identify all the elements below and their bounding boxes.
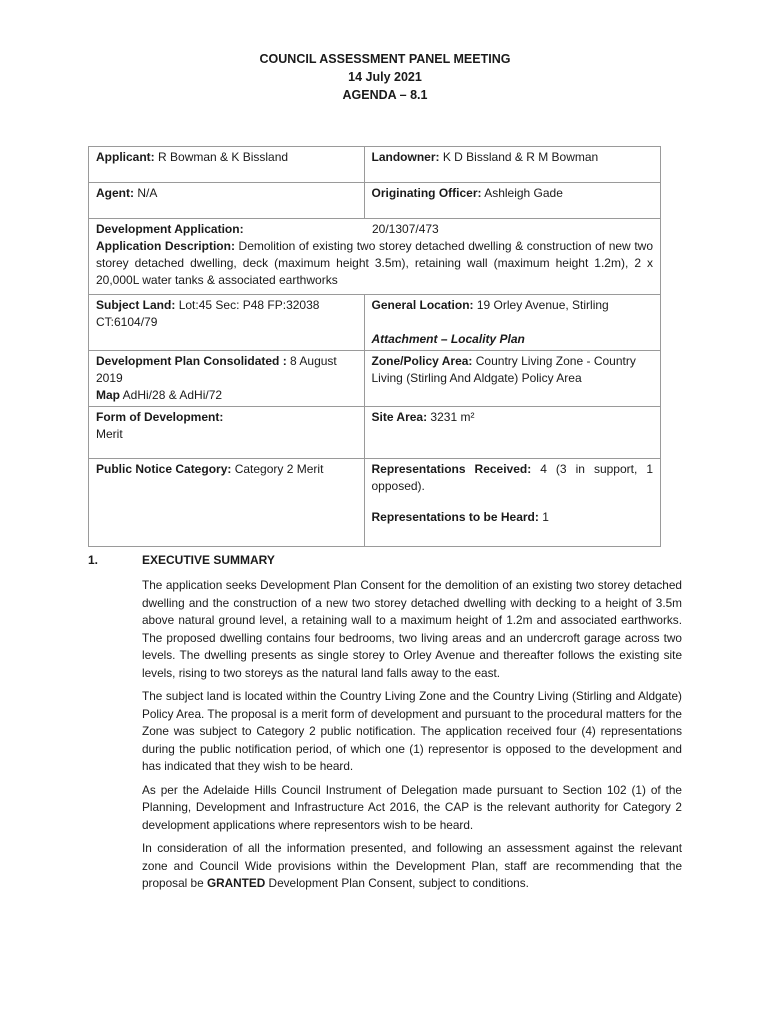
application-details-table <box>88 146 661 547</box>
notice-cell <box>89 459 365 547</box>
meeting-date: 14 July 2021 <box>348 70 422 84</box>
section-title: EXECUTIVE SUMMARY <box>142 553 275 567</box>
recommendation-text: In consideration of all the information presented, and following an assessment against the relevant zone and Council Wide provisions within the Development Plan, staff are recommending that the proposal be <box>142 841 682 890</box>
officer-label: Originating Officer: <box>371 186 482 200</box>
agent-label: Agent: <box>96 186 134 200</box>
notice-value: Category 2 Merit <box>234 462 324 476</box>
subject-land-cell <box>89 295 365 351</box>
site-value: 3231 m² <box>430 410 475 424</box>
recommendation-decision: GRANTED <box>206 876 266 890</box>
zone-cell <box>364 351 661 407</box>
general-value: 19 Orley Avenue, Stirling <box>476 298 609 312</box>
executive-summary-section <box>88 553 688 893</box>
application-cell <box>89 219 661 295</box>
representations-received <box>372 461 654 495</box>
landowner-value: K D Bissland & R M Bowman <box>442 150 599 164</box>
notice-label: Public Notice Category: <box>96 462 232 476</box>
section-heading <box>88 553 688 571</box>
general-label: General Location: <box>371 298 474 312</box>
representations-heard <box>372 509 654 526</box>
devapp-value: 20/1307/473 <box>372 222 439 236</box>
appdesc-label: Application Description: <box>96 239 235 253</box>
landowner-label: Landowner: <box>371 150 440 164</box>
reps-label: Representations Received: <box>371 462 532 476</box>
devplan-cell <box>89 351 365 407</box>
officer-cell <box>364 183 661 219</box>
section-number: 1. <box>88 553 99 567</box>
subject-label: Subject Land: <box>96 298 176 312</box>
form-value: Merit <box>96 427 123 441</box>
officer-value: Ashleigh Gade <box>484 186 563 200</box>
attachment-note: Attachment – Locality Plan <box>371 332 525 346</box>
general-location-cell <box>364 295 661 351</box>
agenda-item: AGENDA – 8.1 <box>342 88 428 102</box>
applicant-value: R Bowman & K Bissland <box>158 150 289 164</box>
landowner-cell <box>364 147 661 183</box>
devplan-value: 8 August 2019 <box>96 354 337 385</box>
recommendation-conditions: Development Plan Consent, subject to conditions. <box>265 876 529 890</box>
document-header <box>0 50 770 104</box>
representations-cell <box>364 459 661 547</box>
appdesc-value: Demolition of existing two storey detached dwelling & construction of new two storey detached dwelling, deck (maximum height 3.5m), retaining wall (maximum height 1.2m), 2 x 20,000L water tanks & associated earthworks <box>96 239 653 287</box>
heard-value: 1 <box>542 510 549 524</box>
summary-paragraph-1: The application seeks Development Plan Consent for the demolition of an existing two storey detached dwelling and the construction of a new two storey detached dwelling with decking to a height of 3.5m above natural ground level, a retaining wall to a maximum height of 1.2m and associated earthworks. The proposed dwelling contains four bedrooms, two living areas and an undercroft garage across two levels. The dwelling presents as single storey to Orley Avenue and thereafter follows the existing site levels, rising to two storeys as the natural land falls away to the east. <box>142 578 682 680</box>
site-area-cell <box>364 407 661 459</box>
summary-paragraph-4 <box>142 840 682 893</box>
devapp-label: Development Application: <box>96 222 244 236</box>
agent-cell <box>89 183 365 219</box>
map-value: AdHi/28 & AdHi/72 <box>122 388 223 402</box>
applicant-cell <box>89 147 365 183</box>
agent-value: N/A <box>137 186 158 200</box>
form-cell <box>89 407 365 459</box>
meeting-title: COUNCIL ASSESSMENT PANEL MEETING <box>259 52 511 66</box>
summary-paragraph-3: As per the Adelaide Hills Council Instrument of Delegation made pursuant to Section 102 (1) of the Planning, Development and Infrastructure Act 2016, the CAP is the relevant authority for Category 2 development applications where representors wish to be heard. <box>142 782 682 832</box>
applicant-label: Applicant: <box>96 150 155 164</box>
site-label: Site Area: <box>371 410 428 424</box>
form-label: Form of Development: <box>96 410 224 424</box>
zone-label: Zone/Policy Area: <box>371 354 473 368</box>
zone-value: Country Living Zone - Country Living (Stirling And Aldgate) Policy Area <box>371 354 636 385</box>
summary-paragraph-2: The subject land is located within the Country Living Zone and the Country Living (Stirling and Aldgate) Policy Area. The proposal is a merit form of development and pursuant to the procedural matters for the Zone was subject to Category 2 public notification. The application received four (4) representations during the public notification period, of which one (1) representor is opposed to the development and has indicated that they wish to be heard. <box>142 689 682 773</box>
devplan-label: Development Plan Consolidated : <box>96 354 287 368</box>
map-label: Map <box>96 388 120 402</box>
heard-label: Representations to be Heard: <box>371 510 539 524</box>
reps-value: 4 (3 in support, 1 opposed). <box>371 462 653 493</box>
application-description <box>96 238 653 289</box>
subject-value: Lot:45 Sec: P48 FP:32038 CT:6104/79 <box>96 298 320 329</box>
